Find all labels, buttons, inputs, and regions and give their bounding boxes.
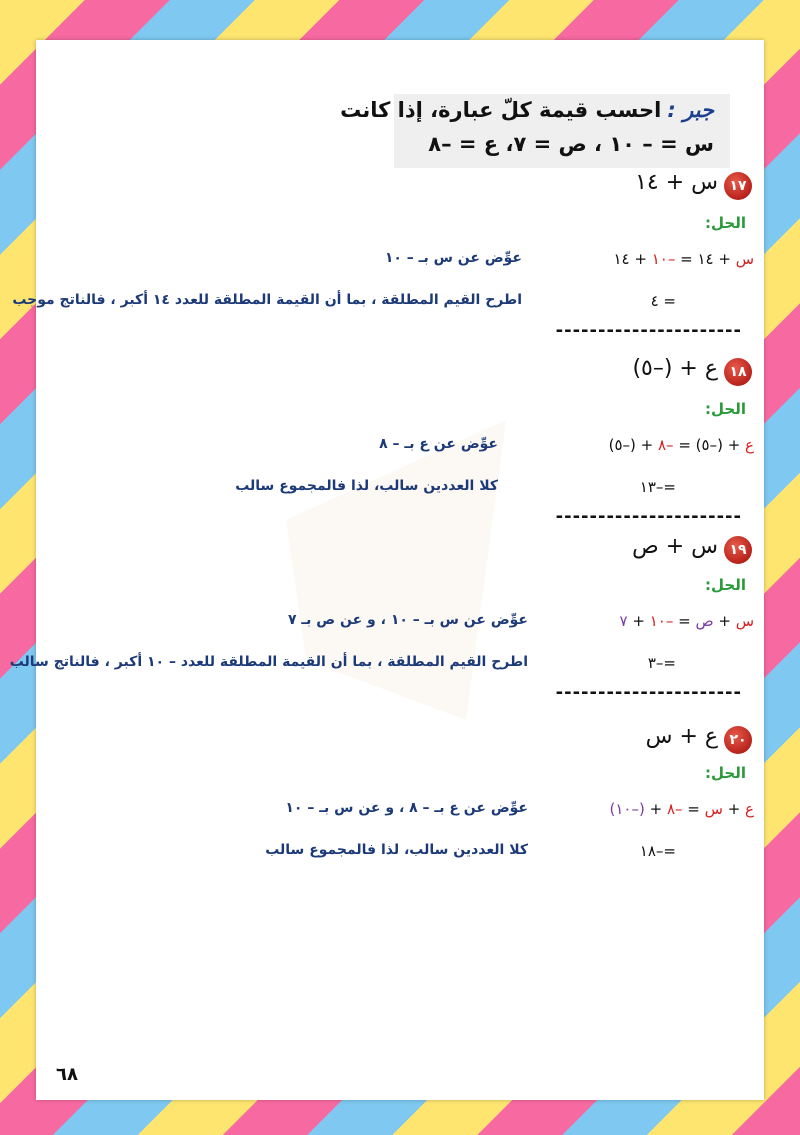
problem-18-step1 xyxy=(609,436,754,454)
problem-20-expression: ع + س xyxy=(645,724,718,749)
problem-17-step2: = ٤ xyxy=(650,292,676,310)
var-s: س xyxy=(735,612,754,630)
problem-20-step2: =–١٨ xyxy=(639,842,676,860)
problem-19-badge: ١٩ xyxy=(724,536,752,564)
problem-17-expression: س + ١٤ xyxy=(635,170,718,195)
problem-17-step1-note: عوِّض عن س بـ – ١٠ xyxy=(384,250,522,266)
problem-18-step2-note: كلا العددين سالب، لذا فالمجموع سالب xyxy=(235,478,498,494)
step-text: = xyxy=(682,800,705,818)
separator: ---------------------- xyxy=(555,506,742,527)
step-text: + ١٤ = xyxy=(675,250,736,268)
problem-20-step1 xyxy=(610,800,755,818)
problem-18-step2: =–١٣ xyxy=(639,478,676,496)
step-text: = xyxy=(673,612,696,630)
problem-20-step1-note: عوِّض عن ع بـ – ٨ ، و عن س بـ – ١٠ xyxy=(285,800,528,816)
var-sad: ص xyxy=(695,612,714,630)
problem-19-step1-note: عوِّض عن س بـ – ١٠ ، و عن ص بـ ٧ xyxy=(287,612,528,628)
problem-19-step2: =–٣ xyxy=(647,654,676,672)
subject-label: جبر : xyxy=(667,98,714,122)
page-number: ٦٨ xyxy=(56,1064,78,1085)
problem-19-step1 xyxy=(620,612,754,630)
var-a: ع xyxy=(745,436,754,454)
var-a: ع xyxy=(745,800,754,818)
problem-18-solution-label: الحل: xyxy=(705,400,746,418)
problem-17-badge: ١٧ xyxy=(724,172,752,200)
problem-20-badge: ٢٠ xyxy=(724,726,752,754)
given-values: س = – ١٠ ، ص = ٧، ع = –٨ xyxy=(428,132,714,156)
problem-17-step1 xyxy=(613,250,754,268)
problem-20-solution-label: الحل: xyxy=(705,764,746,782)
problem-18-badge: ١٨ xyxy=(724,358,752,386)
title-line xyxy=(340,98,714,122)
substituted-value-2: (–١٠) xyxy=(609,800,645,818)
substituted-value: –٨ xyxy=(666,800,683,818)
substituted-value-2: ٧ xyxy=(619,612,628,630)
worksheet-page xyxy=(9,40,764,1100)
substituted-value: –٨ xyxy=(657,436,674,454)
instruction-text: احسب قيمة كلّ عبارة، إذا كانت xyxy=(340,98,662,122)
problem-17-step2-note: اطرح القيم المطلقة ، بما أن القيمة المطلقة للعدد ١٤ أكبر ، فالناتج موجب xyxy=(12,292,522,308)
problem-19-solution-label: الحل: xyxy=(705,576,746,594)
separator: ---------------------- xyxy=(555,682,742,703)
step-text: + (–٥) xyxy=(608,436,658,454)
var-s: س xyxy=(704,800,723,818)
substituted-value: –١٠ xyxy=(651,250,676,268)
problem-17-solution-label: الحل: xyxy=(705,214,746,232)
problem-18-expression: ع + (–٥) xyxy=(632,356,718,381)
problem-19-step2-note: اطرح القيم المطلقة ، بما أن القيمة المطلقة للعدد – ١٠ أكبر ، فالناتج سالب xyxy=(9,654,528,670)
step-text: + ١٤ xyxy=(613,250,652,268)
step-text: + xyxy=(627,612,650,630)
step-text: + xyxy=(713,612,736,630)
problem-19-expression: س + ص xyxy=(632,534,718,559)
step-text: + (–٥) = xyxy=(673,436,746,454)
step-text: + xyxy=(644,800,667,818)
problem-20-step2-note: كلا العددين سالب، لذا فالمجموع سالب xyxy=(265,842,528,858)
problem-18-step1-note: عوِّض عن ع بـ – ٨ xyxy=(379,436,498,452)
substituted-value: –١٠ xyxy=(649,612,674,630)
var-s: س xyxy=(735,250,754,268)
step-text: + xyxy=(722,800,746,818)
separator: ---------------------- xyxy=(555,320,742,341)
